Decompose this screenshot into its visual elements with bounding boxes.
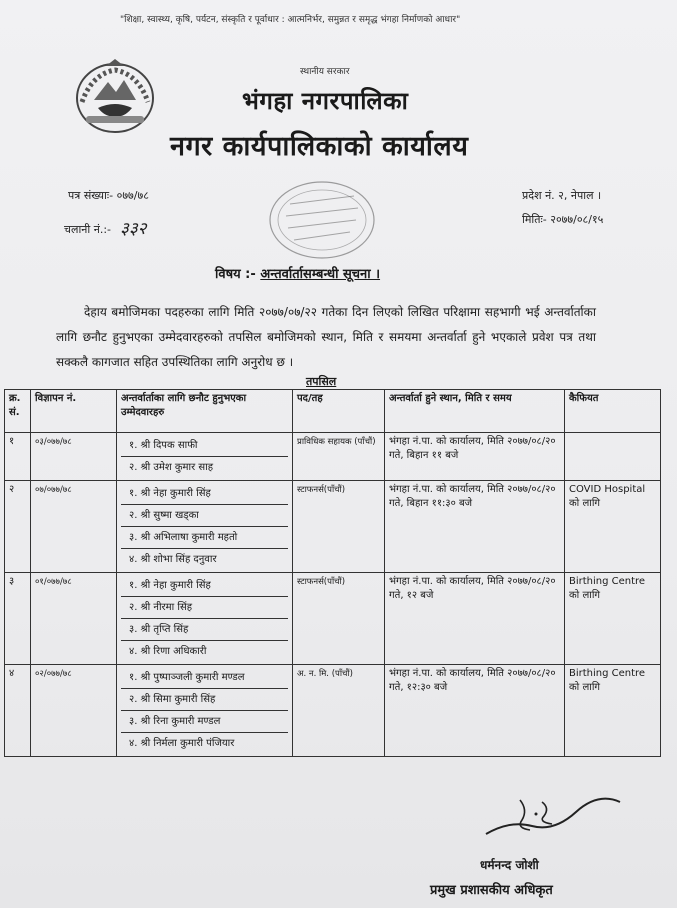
cell-post: स्टाफनर्स(पाँचौं) <box>293 573 385 665</box>
candidate-name: १. श्री पुष्पाञ्जली कुमारी मण्डल <box>121 667 288 689</box>
cell-remarks: Birthing Centre को लागि <box>565 573 661 665</box>
table-row <box>5 433 661 481</box>
cell-candidates <box>117 665 293 757</box>
local-government-label: स्थानीय सरकार <box>300 67 350 77</box>
dispatch-number-label: चलानी नं.:- <box>64 223 112 236</box>
signatory-name: धर्मनन्द जोशी <box>480 858 539 872</box>
schedule-title: तपसिल <box>306 375 337 388</box>
header-remarks: कैफियत <box>565 390 661 433</box>
interview-schedule-table <box>4 389 661 757</box>
cell-post: प्राविधिक सहायक (पाँचौं) <box>293 433 385 481</box>
cell-post: अ. न. मि. (पाँचौं) <box>293 665 385 757</box>
candidate-name: २. श्री नीरमा सिंह <box>121 597 288 619</box>
issue-date: मितिः- २०७७/०८/१५ <box>522 213 604 226</box>
subject-line <box>215 264 380 282</box>
cell-candidates <box>117 481 293 573</box>
header-serial: क्र. सं. <box>5 390 31 433</box>
cell-remarks: Birthing Centre को लागि <box>565 665 661 757</box>
table-row <box>5 481 661 573</box>
candidate-name: २. श्री उमेश कुमार साह <box>129 462 214 473</box>
candidate-name: ३. श्री अभिलाषा कुमारी महतो <box>121 527 288 549</box>
subject-text: अन्तर्वार्तासम्बन्धी सूचना । <box>260 267 381 282</box>
cell-serial: ४ <box>5 665 31 757</box>
header-ad-number: विज्ञापन नं. <box>31 390 117 433</box>
table-header-row <box>5 390 661 433</box>
cell-venue-time: भंगहा नं.पा. को कार्यालय, मिति २०७७/०८/२० गते, बिहान ११:३० बजे <box>385 481 565 573</box>
subject-label: विषय :- <box>215 267 256 282</box>
candidate-name: २. श्री सिमा कुमारी सिंह <box>121 689 288 711</box>
table-row <box>5 665 661 757</box>
cell-remarks: COVID Hospital को लागि <box>565 481 661 573</box>
office-name: नगर कार्यपालिकाको कार्यालय <box>170 131 469 162</box>
cell-candidates <box>117 433 293 481</box>
letter-number: पत्र संख्याः- ०७७/७८ <box>68 189 149 202</box>
notice-body <box>56 300 596 375</box>
signature-scribble-icon <box>480 790 630 845</box>
cell-venue-time: भंगहा नं.पा. को कार्यालय, मिति २०७७/०८/२० गते, बिहान ११ बजे <box>385 433 565 481</box>
cell-ad-number: ०७/०७७/७८ <box>31 481 117 573</box>
header-candidates: अन्तर्वार्ताका लागि छनौट हुनुभएका उम्मेदवारहरु <box>117 390 293 433</box>
table-row <box>5 573 661 665</box>
candidate-name: १. श्री नेहा कुमारी सिंह <box>121 483 288 505</box>
cell-venue-time: भंगहा नं.पा. को कार्यालय, मिति २०७७/०८/२० गते, १२:३० बजे <box>385 665 565 757</box>
municipality-name: भंगहा नगरपालिका <box>242 87 409 115</box>
cell-ad-number: ०२/०७७/७८ <box>31 665 117 757</box>
cell-ad-number: ०३/०७७/७८ <box>31 433 117 481</box>
header-venue-time: अन्तर्वार्ता हुने स्थान, मिति र समय <box>385 390 565 433</box>
dispatch-number-handwritten: ३३२ <box>120 219 147 239</box>
cell-serial: १ <box>5 433 31 481</box>
candidate-name: २. श्री सुष्मा खड्का <box>121 505 288 527</box>
candidate-name: ४. श्री शोभा सिंह दनुवार <box>129 554 217 565</box>
nepal-emblem-icon <box>72 56 158 136</box>
candidate-name: १. श्री दिपक साफी <box>121 435 288 457</box>
signatory-title: प्रमुख प्रशासकीय अधिकृत <box>430 883 553 898</box>
notice-body-text: देहाय बमोजिमका पदहरुका लागि मिति २०७७/०७/२२ गतेका दिन लिएको लिखित परिक्षामा सहभागी भई अन्तर्वार्ताका लागि छनौट हुनुभएका उम्मेदवारहरुको तपसिल बमोजिमको स्थान, मिति र समयमा अन्तर्वार्ता हुने भएकाले प्रवेश पत्र तथा सक्कलै कागजात सहित उपस्थितिका लागि अनुरोध छ । <box>56 305 596 369</box>
candidate-name: ३. श्री तृप्ति सिंह <box>121 619 288 641</box>
candidate-name: ३. श्री रिना कुमारी मण्डल <box>121 711 288 733</box>
candidate-name: ४. श्री रिणा अधिकारी <box>129 646 207 657</box>
motto-text: "शिक्षा, स्वास्थ्य, कृषि, पर्यटन, संस्कृति र पूर्वाधार : आत्मनिर्भर, समुन्नत र समृद्ध भंगहा निर्माणको आधार" <box>120 15 461 25</box>
candidate-name: ४. श्री निर्मला कुमारी पंजियार <box>129 738 235 749</box>
cell-serial: २ <box>5 481 31 573</box>
cell-venue-time: भंगहा नं.पा. को कार्यालय, मिति २०७७/०८/२० गते, १२ बजे <box>385 573 565 665</box>
cell-remarks <box>565 433 661 481</box>
cell-post: स्टाफनर्स(पाँचौं) <box>293 481 385 573</box>
cell-serial: ३ <box>5 573 31 665</box>
cell-candidates <box>117 573 293 665</box>
cell-ad-number: ०१/०७७/७८ <box>31 573 117 665</box>
province-text: प्रदेश नं. २, नेपाल । <box>522 189 602 202</box>
office-stamp-icon <box>262 174 382 264</box>
candidate-name: १. श्री नेहा कुमारी सिंह <box>121 575 288 597</box>
header-post: पद/तह <box>293 390 385 433</box>
